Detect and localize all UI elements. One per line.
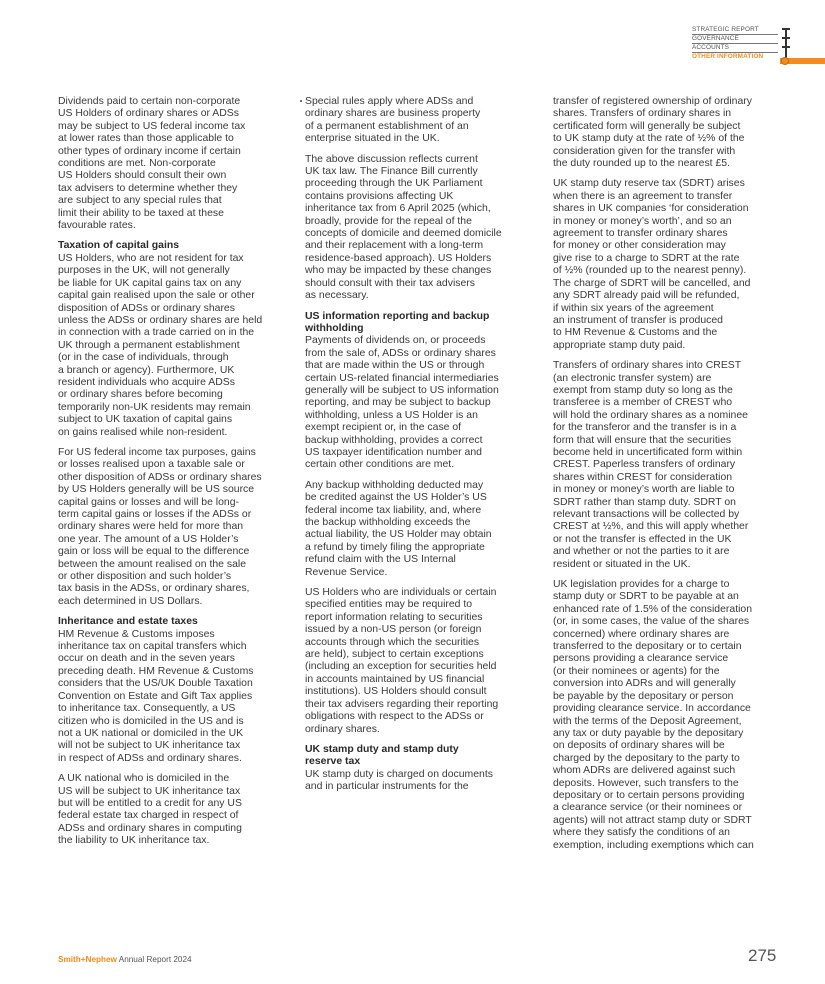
nav-rail: [785, 28, 787, 58]
nav-tick: [782, 28, 790, 30]
paragraph: UK stamp duty is charged on documents and in particular instruments for the: [305, 768, 493, 793]
paragraph: US Holders who are individuals or certain specified entities may be required to report information relating to securities issued by a non-US person (or foreign accounts through which the securities are held), subject to certain exceptions (including an exception for securities held in accounts maintained by US financial institutions). US Holders should consult their tax advisers regarding their reporting obligations with respect to the ADSs or ordinary shares.: [305, 587, 499, 735]
column-marker: [300, 100, 302, 102]
paragraph: Special rules apply where ADSs and ordinary shares are business property of a permanent establishment of an enterprise situated in the UK.: [305, 96, 481, 145]
section-nav: [692, 26, 812, 62]
nav-other-information[interactable]: OTHER INFORMATION: [692, 53, 764, 60]
paragraph: HM Revenue & Customs imposes inheritance tax on capital transfers which occur on death and in the seven years preceding death. HM Revenue & Customs considers that the US/UK Double Taxation Convention on Estate and Gift Tax applies to inheritance tax. Consequently, a US citizen who is domiciled in the US and is not a UK national or domiciled in the UK will not be subject to UK inheritance tax in respect of ADSs and ordinary shares.: [58, 628, 254, 764]
paragraph: Transfers of ordinary shares into CREST (an electronic transfer system) are exempt from stamp duty so long as the transferee is a member of CREST who will hold the ordinary shares as a nominee for the transferor and the transfer is in a form that will ensure that the securities become held in uncertificated form within CREST. Paperless transfers of ordinary shares within CREST for consideration in money or money’s worth are liable to SDRT rather than stamp duty. SDRT on relevant transactions will be collected by CREST at ½%, and this will apply whether or not the transfer is effected in the UK and whether or not the parties to it are resident or situated in the UK.: [553, 360, 749, 570]
section-heading: Taxation of capital gains: [58, 240, 180, 252]
column-1: [58, 96, 280, 856]
paragraph: Any backup withholding deducted may be credited against the US Holder’s US federal income tax liability, and, where the backup withholding exceeds the actual liability, the US Holder may obtain a refund by timely filing the appropriate refund claim with the US Internal Revenue Service.: [305, 479, 492, 578]
nav-governance[interactable]: GOVERNANCE: [692, 35, 778, 44]
paragraph: The above discussion reflects current UK tax law. The Finance Bill currently proceeding through the UK Parliament contains provisions affecting UK inheritance tax from 6 April 2025 (which, broadly, provide for the repeal of the concepts of domicile and deemed domicile and their replacement with a long-term residence-based approach). US Holders who may be impacted by these changes should consult with their tax advisers as necessary.: [305, 153, 502, 302]
paragraph: Payments of dividends on, or proceeds from the sale of, ADSs or ordinary shares that are made within the US or through certain US-related financial intermediaries generally will be subject to US information reporting, and may be subject to backup withholding, unless a US Holder is an exempt recipient or, in the case of backup withholding, provides a correct US taxpayer identification number and certain other conditions are met.: [305, 335, 499, 471]
footer: [58, 955, 192, 964]
paragraph: A UK national who is domiciled in the US will be subject to UK inheritance tax but will be entitled to a credit for any US federal estate tax charged in respect of ADSs and ordinary shares in computing the liability to UK inheritance tax.: [58, 773, 242, 847]
nav-tick: [782, 46, 790, 48]
paragraph: Dividends paid to certain non-corporate US Holders of ordinary shares or ADSs may be subject to US federal income tax at lower rates than those applicable to other types of ordinary income if certain conditions are met. Non-corporate US Holders should consult their own tax advisers to determine whether they are subject to any special rules that limit their ability to be taxed at these favourable rates.: [58, 96, 246, 232]
section-heading: US information reporting and backup withholding: [305, 310, 490, 334]
paragraph: For US federal income tax purposes, gains or losses realised upon a taxable sale or other disposition of ADSs or ordinary shares by US Holders generally will be US source capital gains or losses and will be long- term capital gains or losses if the ADSs or ordinary shares were held for more than one year. The amount of a US Holder’s gain or loss will be equal to the difference between the amount realised on the sale or other disposition and such holder’s tax basis in the ADSs, or ordinary shares, each determined in US Dollars.: [58, 446, 262, 607]
paragraph: transfer of registered ownership of ordinary shares. Transfers of ordinary shares in certificated form will generally be subject to UK stamp duty at the rate of ½% of the consideration given for the transfer with the duty rounded up to the nearest £5.: [553, 96, 752, 170]
column-3: [553, 96, 791, 860]
active-section-marker: [781, 57, 789, 65]
brand-name: Smith+Nephew: [58, 955, 117, 964]
paragraph: US Holders, who are not resident for tax purposes in the UK, will not generally be liable for UK capital gains tax on any capital gain realised upon the sale or other disposition of ADSs or ordinary shares unless the ADSs or ordinary shares are held in connection with a trade carried on in the UK through a permanent establishment (or in the case of individuals, through a branch or agency). Furthermore, UK resident individuals who acquire ADSs or ordinary shares before becoming temporarily non-UK residents may remain subject to UK taxation of capital gains on gains realised while non-resident.: [58, 252, 263, 438]
column-2: [305, 96, 531, 802]
section-heading: Inheritance and estate taxes: [58, 616, 198, 628]
nav-tick: [782, 37, 790, 39]
nav-accounts[interactable]: ACCOUNTS: [692, 44, 778, 53]
report-title: Annual Report 2024: [116, 955, 192, 964]
nav-strategic-report[interactable]: STRATEGIC REPORT: [692, 26, 778, 35]
paragraph: UK legislation provides for a charge to stamp duty or SDRT to be payable at an enhanced rate of 1.5% of the consideration (or, in some cases, the value of the shares concerned) where ordinary shares are transferred to the depositary or to certain persons providing a clearance service (or their nominees or agents) for the conversion into ADRs and will generally be payable by the depositary or person providing clearance service. In accordance with the terms of the Deposit Agreement, any tax or duty payable by the depositary on deposits of ordinary shares will be charged by the depositary to the party to whom ADRs are delivered against such deposits. However, such transfers to the depositary or to certain persons providing a clearance service (or their nominees or agents) will not attract stamp duty or SDRT where they satisfy the conditions of an exemption, including exemptions which can: [553, 579, 754, 851]
section-heading: UK stamp duty and stamp duty reserve tax: [305, 743, 459, 768]
page-number: 275: [748, 946, 777, 965]
paragraph: UK stamp duty reserve tax (SDRT) arises when there is an agreement to transfer shares in UK companies ‘for consideration in money or money’s worth’, and so an agreement to transfer ordinary shares for money or other consideration may give rise to a charge to SDRT at the rate of ½% (rounded up to the nearest penny). The charge of SDRT will be cancelled, and any SDRT already paid will be refunded, if within six years of the agreement an instrument of transfer is produced to HM Revenue & Customs and the appropriate stamp duty paid.: [553, 178, 751, 351]
